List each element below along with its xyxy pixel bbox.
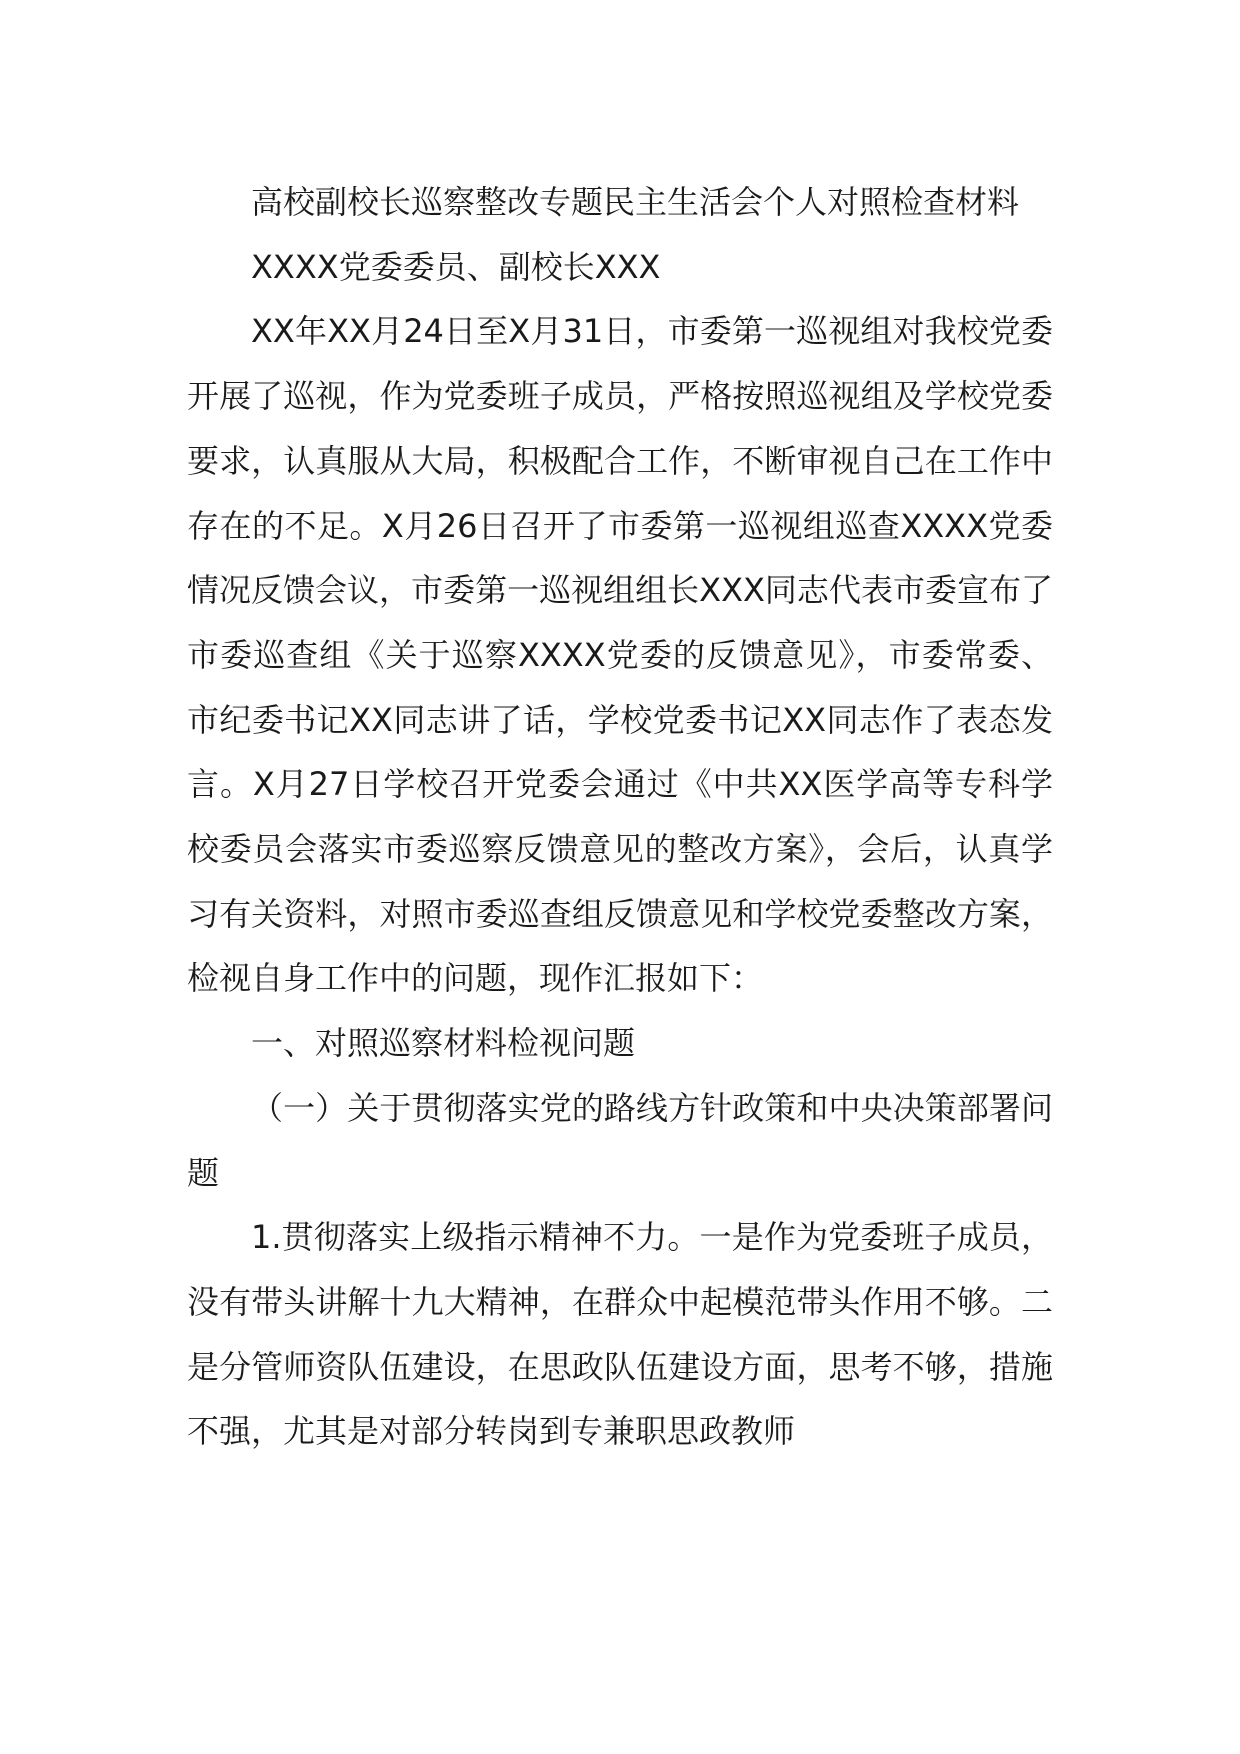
document-body bbox=[187, 170, 1053, 1464]
section-heading: 一、对照巡察材料检视问题 bbox=[251, 1024, 636, 1063]
subsection-heading: （一）关于贯彻落实党的路线方针政策和中央决策部署问题 bbox=[187, 1088, 1053, 1192]
intro-paragraph: XX年XX月24日至X月31日，市委第一巡视组对我校党委开展了巡视，作为党委班子成员，严格按照巡视组及学校党委要求，认真服从大局，积极配合工作，不断审视自己在工作中存在的不足。X月26日召开了市委第一巡视组巡查XXXX党委情况反馈会议，市委第一巡视组组长XXX同志代表市委宣布了市委巡查组《关于巡察XXXX党委的反馈意见》，市委常委、市纪委书记XX同志讲了话，学校党委书记XX同志作了表态发言。X月27日学校召开党委会通过《中共XX医学高等专科学校委员会落实市委巡察反馈意见的整改方案》，会后，认真学习有关资料，对照市委巡查组反馈意见和学校党委整改方案，检视自身工作中的问题，现作汇报如下： bbox=[187, 312, 1053, 998]
document-title: 高校副校长巡察整改专题民主生活会个人对照检查材料 bbox=[251, 183, 1020, 221]
item-paragraph: 1.贯彻落实上级指示精神不力。一是作为党委班子成员，没有带头讲解十九大精神，在群众中起模范带头作用不够。二是分管师资队伍建设，在思政队伍建设方面，思考不够，措施不强，尤其是对部分转岗到专兼职思政教师 bbox=[187, 1218, 1053, 1451]
author-line: XXXX党委委员、副校长XXX bbox=[251, 247, 661, 286]
